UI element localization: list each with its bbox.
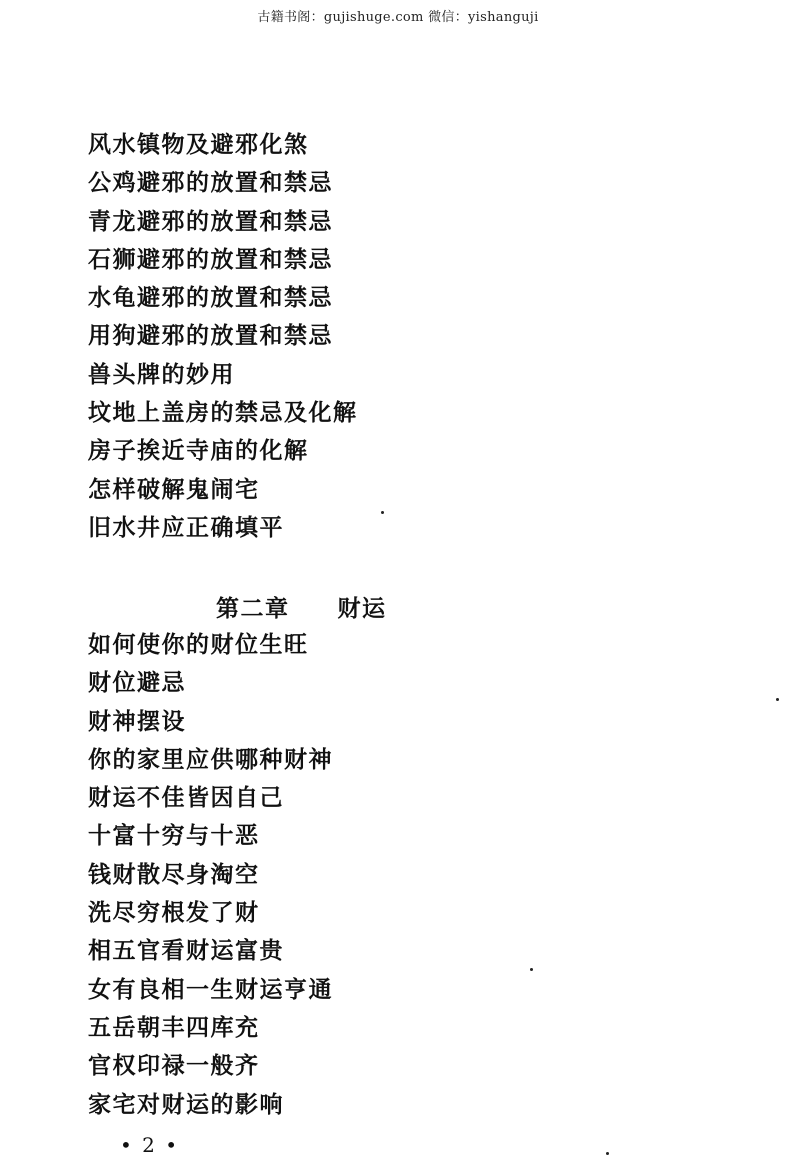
toc-item: 用狗避邪的放置和禁忌 [88,322,333,350]
toc-item: 怎样破解鬼闹宅 [88,475,260,503]
toc-list-2 [88,626,333,1124]
toc-item: 十富十穷与十恶 [88,822,260,850]
toc-list-1 [88,126,358,547]
toc-item: 公鸡避邪的放置和禁忌 [88,169,333,197]
chapter-number: 第二章 [216,595,290,622]
toc-item: 财位避忌 [88,669,186,697]
toc-section-1 [88,126,358,547]
toc-item: 旧水井应正确填平 [88,513,284,541]
toc-item: 石狮避邪的放置和禁忌 [88,245,333,273]
chapter-title: 财运 [337,595,387,622]
toc-item: 女有良相一生财运亨通 [88,975,333,1003]
toc-item: 官权印禄一般齐 [88,1052,260,1080]
scan-speck [776,698,779,701]
toc-item: 家宅对财运的影响 [88,1090,284,1118]
watermark-header: 古籍书阁：gujishuge.com 微信：yishanguji [257,10,539,25]
toc-item: 财神摆设 [88,707,186,735]
toc-item: 房子挨近寺庙的化解 [88,437,309,465]
scan-speck [606,1152,609,1155]
page-number: • 2 • [120,1133,180,1157]
toc-item: 坟地上盖房的禁忌及化解 [88,399,358,427]
toc-item: 财运不佳皆因自己 [88,784,284,812]
toc-item: 相五官看财运富贵 [88,937,284,965]
scan-speck [530,968,533,971]
scan-speck [381,511,384,514]
toc-item: 兽头牌的妙用 [88,360,235,388]
toc-item: 钱财散尽身淘空 [88,860,260,888]
chapter-heading [216,590,387,623]
toc-item: 洗尽穷根发了财 [88,899,260,927]
toc-item: 水龟避邪的放置和禁忌 [88,284,333,312]
toc-section-2 [88,626,333,1124]
toc-item: 风水镇物及避邪化煞 [88,131,309,158]
toc-item: 青龙避邪的放置和禁忌 [88,207,333,235]
toc-item: 五岳朝丰四库充 [88,1013,260,1041]
toc-item: 如何使你的财位生旺 [88,631,309,658]
toc-item: 你的家里应供哪种财神 [88,745,333,773]
